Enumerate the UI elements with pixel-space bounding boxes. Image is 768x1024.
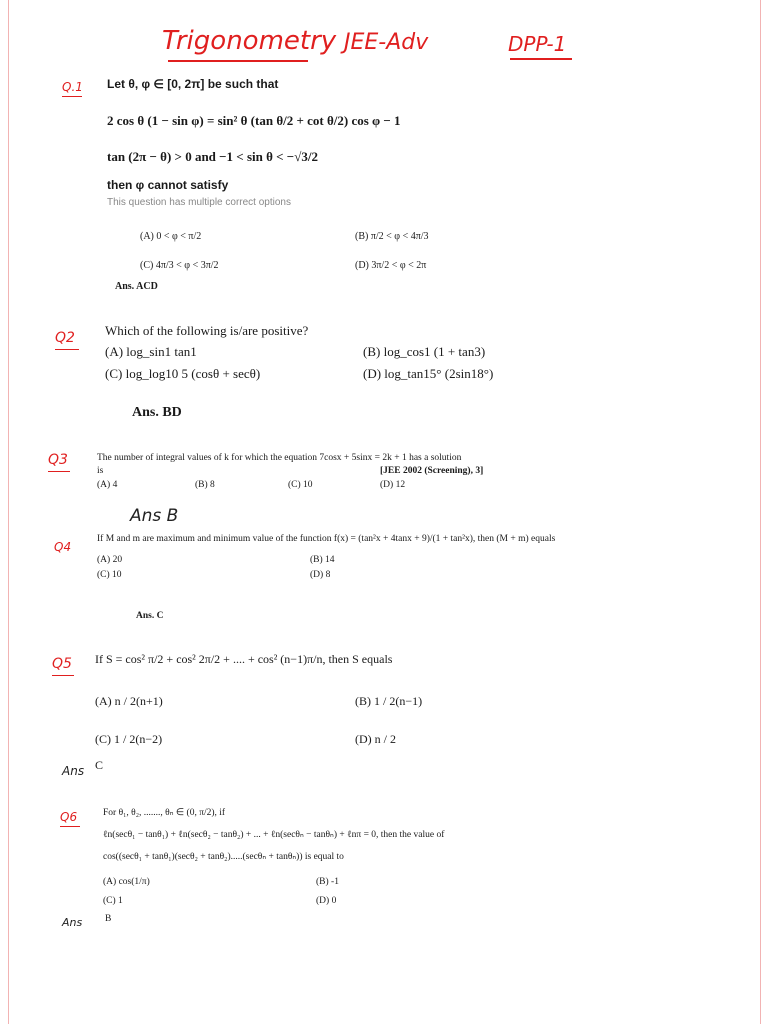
q3-source: [JEE 2002 (Screening), 3]	[380, 466, 484, 476]
header-exam: JEE-Adv	[344, 30, 429, 55]
q3-option-d: (D) 12	[380, 480, 406, 490]
q5-option-a: (A) n / 2(n+1)	[95, 694, 163, 708]
q6-line1: For θ₁, θ₂, ......., θₙ ∈ (0, π/2), if	[103, 808, 226, 818]
q3-option-b: (B) 8	[195, 480, 215, 490]
q6-option-b: (B) -1	[316, 877, 339, 887]
q1-option-c: (C) 4π/3 < φ < 3π/2	[140, 260, 219, 271]
q1-line2: 2 cos θ (1 − sin φ) = sin² θ (tan θ/2 + cot θ/2) cos φ − 1	[107, 113, 401, 128]
q4-option-a: (A) 20	[97, 555, 123, 565]
q5-option-d: (D) n / 2	[355, 732, 396, 746]
q6-option-d: (D) 0	[316, 896, 337, 906]
q3-answer-handwritten: Ans B	[130, 506, 179, 526]
q6-marker: Q6	[60, 810, 78, 824]
q4-option-c: (C) 10	[97, 570, 122, 580]
q4-text: If M and m are maximum and minimum value of the function f(x) = (tan²x + 4tanx + 9)/(1 + tan²x), then (M + m) equals	[97, 534, 556, 544]
q1-line4: then φ cannot satisfy	[107, 178, 229, 192]
header-title: Trigonometry	[162, 26, 337, 56]
q3-text2: is	[97, 466, 104, 476]
q6-option-a: (A) cos(1/π)	[103, 877, 150, 887]
q1-option-a: (A) 0 < φ < π/2	[140, 231, 202, 242]
q3-marker: Q3	[48, 452, 68, 468]
q1-marker: Q.1	[62, 80, 83, 94]
q6-line3: cos((secθ₁ + tanθ₁)(secθ₂ + tanθ₂).....(secθₙ + tanθₙ)) is equal to	[103, 852, 344, 862]
q1-note: This question has multiple correct options	[107, 197, 291, 208]
q2-option-a: (A) log_sin1 tan1	[105, 344, 197, 359]
q5-answer-label: Ans	[62, 764, 85, 778]
q2-option-c: (C) log_log10 5 (cosθ + secθ)	[105, 366, 261, 381]
q5-answer: C	[95, 758, 104, 772]
q3-option-c: (C) 10	[288, 480, 313, 490]
q1-option-d: (D) 3π/2 < φ < 2π	[355, 260, 427, 271]
q2-marker-underline	[55, 349, 79, 350]
page-right-border	[760, 0, 761, 1024]
q1-marker-underline	[62, 96, 82, 97]
q3-text: The number of integral values of k for which the equation 7cosx + 5sinx = 2k + 1 has a solution	[97, 453, 462, 463]
q2-answer: Ans. BD	[132, 405, 182, 420]
q2-marker: Q2	[55, 330, 75, 346]
q2-option-d: (D) log_tan15° (2sin18°)	[363, 366, 494, 381]
q3-option-a: (A) 4	[97, 480, 118, 490]
q2-option-b: (B) log_cos1 (1 + tan3)	[363, 344, 486, 359]
q1-line3: tan (2π − θ) > 0 and −1 < sin θ < −√3/2	[107, 149, 318, 164]
q1-line1: Let θ, φ ∈ [0, 2π] be such that	[107, 77, 279, 91]
q6-answer: B	[105, 914, 112, 924]
q6-answer-label: Ans	[62, 916, 83, 929]
q1-option-b: (B) π/2 < φ < 4π/3	[355, 231, 429, 242]
q1-answer: Ans. ACD	[115, 281, 158, 292]
q6-option-c: (C) 1	[103, 896, 123, 906]
q4-option-b: (B) 14	[310, 555, 335, 565]
q2-text: Which of the following is/are positive?	[105, 323, 309, 338]
q5-text: If S = cos² π/2 + cos² 2π/2 + .... + cos² (n−1)π/n, then S equals	[95, 652, 393, 666]
q3-marker-underline	[48, 471, 70, 472]
q5-marker-underline	[52, 675, 74, 676]
q4-marker: Q4	[54, 540, 72, 554]
q4-answer: Ans. C	[136, 611, 164, 621]
q6-marker-underline	[60, 826, 80, 827]
q5-marker: Q5	[52, 656, 72, 672]
header-title-underline	[168, 60, 308, 62]
q4-option-d: (D) 8	[310, 570, 331, 580]
page-left-border	[8, 0, 9, 1024]
q5-option-b: (B) 1 / 2(n−1)	[355, 694, 423, 708]
q6-line2: ℓn(secθ₁ − tanθ₁) + ℓn(secθ₂ − tanθ₂) + ... + ℓn(secθₙ − tanθₙ) + ℓnπ = 0, then the value of	[103, 830, 445, 840]
q5-option-c: (C) 1 / 2(n−2)	[95, 732, 163, 746]
header-dpp-underline	[510, 58, 572, 60]
header-dpp: DPP-1	[508, 32, 567, 56]
